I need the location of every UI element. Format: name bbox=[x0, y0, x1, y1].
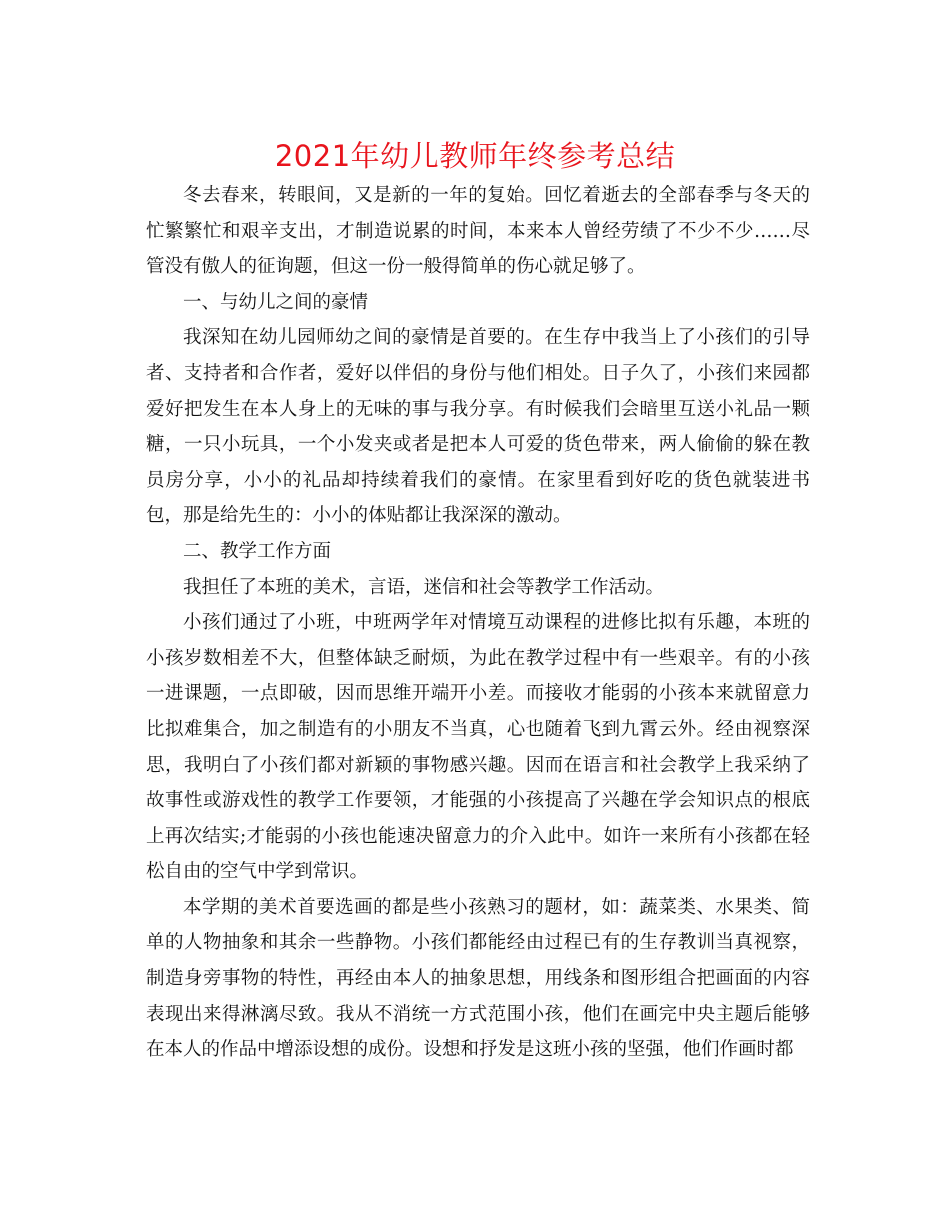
paragraph-relationship: 我深知在幼儿园师幼之间的豪情是首要的。在生存中我当上了小孩们的引导者、支持者和合作者，爱好以伴侣的身份与他们相处。日子久了，小孩们来园都爱好把发生在本人身上的无味的事与我分享。有时候我们会暗里互送小礼品一颗糖，一只小玩具，一个小发夹或者是把本人可爱的货色带来，两人偷偷的躲在教员房分享，小小的礼品却持续着我们的豪情。在家里看到好吃的货色就装进书包，那是给先生的：小小的体贴都让我深深的激动。 bbox=[146, 327, 810, 527]
paragraph-art: 本学期的美术首要选画的都是些小孩熟习的题材，如：蔬菜类、水果类、简单的人物抽象和其余一些静物。小孩们都能经由过程已有的生存教训当真视察，制造身旁事物的特性，再经由本人的抽象思想，用线条和图形组合把画面的内容表现出来得淋漓尽致。我从不消统一方式范围小孩，他们在画完中央主题后能够在本人的作品中增添设想的成份。设想和抒发是这班小孩的坚强，他们作画时都 bbox=[146, 896, 810, 1061]
paragraph-intro: 冬去春来，转眼间，又是新的一年的复始。回忆着逝去的全部春季与冬天的忙繁繁忙和艰辛支出，才制造说累的时间，本来本人曾经劳绩了不少不少……尽管没有傲人的征询题，但这一份一般得简单的伤心就足够了。 bbox=[146, 185, 810, 278]
section-heading-2: 二、教学工作方面 bbox=[183, 540, 332, 562]
paragraph-subjects: 我担任了本班的美术，言语，迷信和社会等教学工作活动。 bbox=[183, 576, 665, 598]
document-body bbox=[146, 178, 810, 1068]
document-title: 2021年幼儿教师年终参考总结 bbox=[274, 139, 676, 173]
paragraph-teaching: 小孩们通过了小班，中班两学年对情境互动课程的进修比拟有乐趣，本班的小孩岁数相差不大，但整体缺乏耐烦，为此在教学过程中有一些艰辛。有的小孩一进课题，一点即破，因而思维开端开小差。而接收才能弱的小孩本来就留意力比拟难集合，加之制造有的小朋友不当真，心也随着飞到九霄云外。经由视察深思，我明白了小孩们都对新颖的事物感兴趣。因而在语言和社会教学上我采纳了故事性或游戏性的教学工作要领，才能强的小孩提高了兴趣在学会知识点的根底上再次结实;才能弱的小孩也能速决留意力的介入此中。如许一来所有小孩都在轻松自由的空气中学到常识。 bbox=[146, 612, 810, 883]
section-heading-1: 一、与幼儿之间的豪情 bbox=[183, 291, 369, 313]
